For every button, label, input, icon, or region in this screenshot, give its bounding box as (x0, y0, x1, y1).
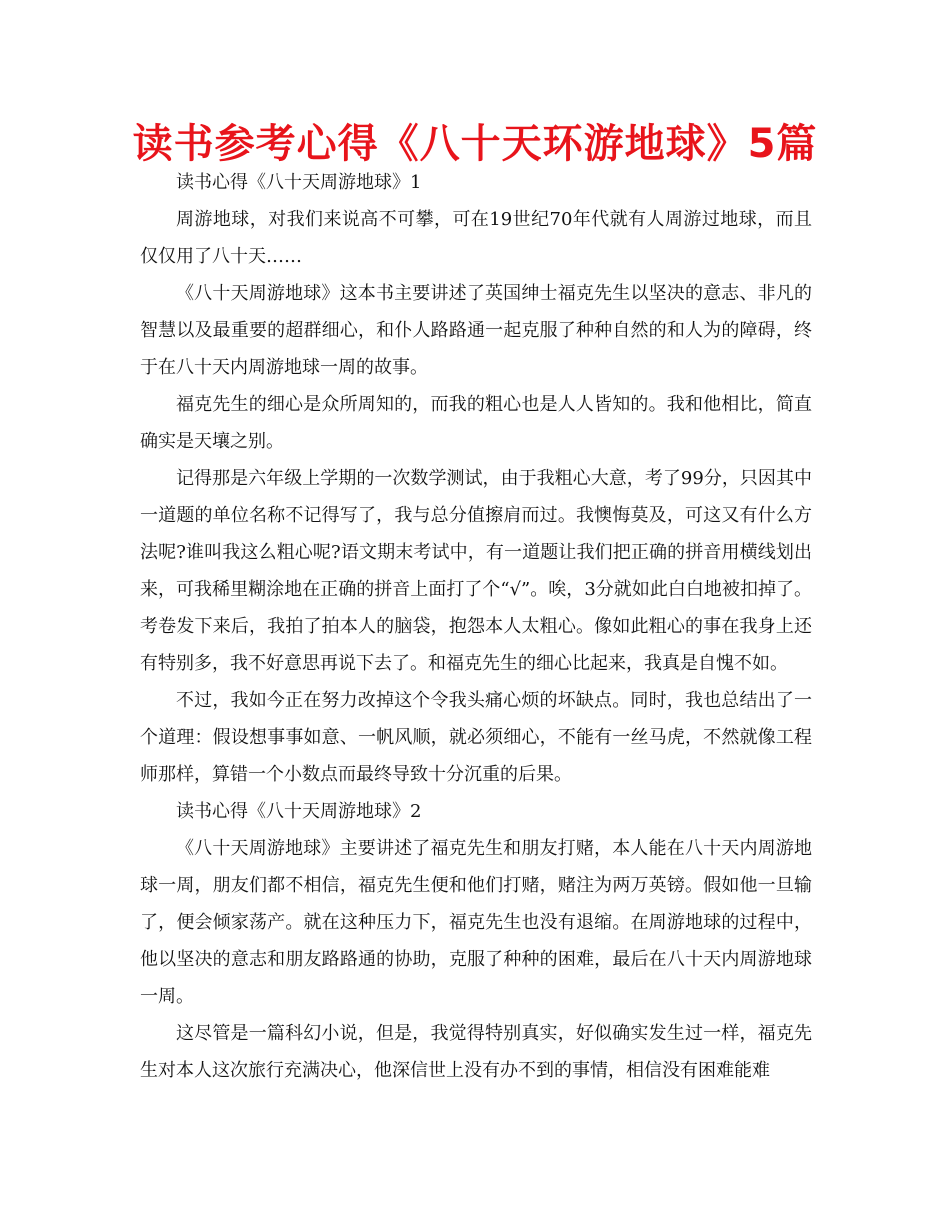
section-heading-1: 读书心得《八十天周游地球》1 (176, 172, 422, 193)
section-heading-2: 读书心得《八十天周游地球》2 (176, 801, 422, 822)
document-body (140, 164, 812, 1089)
paragraph: 记得那是六年级上学期的一次数学测试，由于我粗心大意，考了99分，只因其中一道题的单位名称不记得写了，我与总分值擦肩而过。我懊悔莫及，可这又有什么方法呢?谁叫我这么粗心呢?语文期末考试中，有一道题让我们把正确的拼音用横线划出来，可我稀里糊涂地在正确的拼音上面打了个“√”。唉，3分就如此白白地被扣掉了。考卷发下来后，我拍了拍本人的脑袋，抱怨本人太粗心。像如此粗心的事在我身上还有特别多，我不好意思再说下去了。和福克先生的细心比起来，我真是自愧不如。 (140, 468, 812, 674)
document-title: 读书参考心得《八十天环游地球》5篇 (132, 121, 818, 167)
paragraph: 《八十天周游地球》主要讲述了福克先生和朋友打赌，本人能在八十天内周游地球一周，朋友们都不相信，福克先生便和他们打赌，赌注为两万英镑。假如他一旦输了，便会倾家荡产。就在这种压力下，福克先生也没有退缩。在周游地球的过程中，他以坚决的意志和朋友路路通的协助，克服了种种的困难，最后在八十天内周游地球一周。 (140, 838, 812, 1007)
paragraph: 不过，我如今正在努力改掉这个令我头痛心烦的坏缺点。同时，我也总结出了一个道理：假设想事事如意、一帆风顺，就必须细心，不能有一丝马虎，不然就像工程师那样，算错一个小数点而最终导致十分沉重的后果。 (140, 690, 812, 785)
paragraph: 福克先生的细心是众所周知的，而我的粗心也是人人皆知的。我和他相比，简直确实是天壤之别。 (140, 394, 812, 452)
paragraph: 这尽管是一篇科幻小说，但是，我觉得特别真实，好似确实发生过一样，福克先生对本人这次旅行充满决心，他深信世上没有办不到的事情，相信没有困难能难 (140, 1023, 812, 1081)
paragraph: 《八十天周游地球》这本书主要讲述了英国绅士福克先生以坚决的意志、非凡的智慧以及最重要的超群细心，和仆人路路通一起克服了种种自然的和人为的障碍，终于在八十天内周游地球一周的故事。 (140, 283, 812, 378)
paragraph: 周游地球，对我们来说高不可攀，可在19世纪70年代就有人周游过地球，而且仅仅用了八十天…… (140, 209, 812, 267)
